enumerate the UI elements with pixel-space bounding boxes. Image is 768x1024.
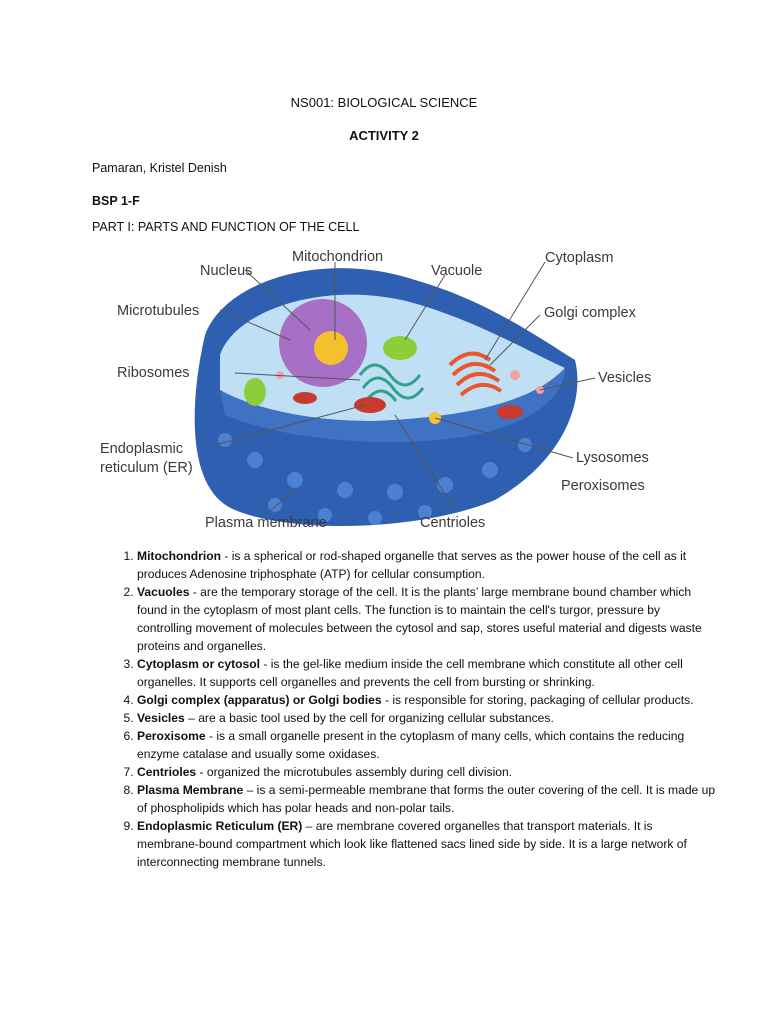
list-item (137, 547, 717, 583)
label-microtubules: Microtubules (117, 303, 200, 319)
item-text: - organized the microtubules assembly during cell division. (196, 765, 513, 779)
item-term: Cytoplasm or cytosol (137, 657, 260, 671)
item-term: Vacuoles (137, 585, 190, 599)
item-text: - is a spherical or rod-shaped organelle that serves as the power house of the cell as it produces Adenosine triphosphate (ATP) for cellular consumption. (137, 549, 687, 581)
item-text: - are the temporary storage of the cell. It is the plants’ large membrane bound chamber which found in the cytoplasm of most plant cells. The function is to maintain the cell's turgor, pressure by controlling movement of molecules between the cytosol and sap, stores useful material and digests waste proteins and organelles. (137, 585, 702, 653)
item-term: Peroxisome (137, 729, 206, 743)
student-name: Pamaran, Kristel Denish (92, 161, 227, 175)
label-peroxisomes: Peroxisomes (561, 478, 645, 494)
vacuole-shape (383, 336, 417, 360)
item-term: Mitochondrion (137, 549, 221, 563)
item-text: - is a small organelle present in the cytoplasm of many cells, which contains the reducing enzyme catalase and usually some oxidases. (137, 729, 685, 761)
label-golgi-complex: Golgi complex (544, 305, 636, 321)
label-lysosomes: Lysosomes (576, 450, 649, 466)
label-nucleus: Nucleus (200, 263, 253, 279)
item-term: Endoplasmic Reticulum (ER) (137, 819, 303, 833)
item-term: Centrioles (137, 765, 197, 779)
label-cytoplasm: Cytoplasm (545, 250, 614, 266)
label-ribosomes: Ribosomes (117, 365, 190, 381)
label-vesicles: Vesicles (598, 370, 652, 386)
label-mitochondrion: Mitochondrion (292, 249, 384, 265)
item-text: - is the gel-like medium inside the cell membrane which constitute all other cell organelles. It supports cell organelles and prevents the cell from bursting or shrinking. (137, 657, 683, 689)
list-item (137, 763, 717, 781)
organelle-function-list (109, 547, 717, 871)
item-text: – are a basic tool used by the cell for organizing cellular substances. (184, 711, 554, 725)
mitochondrion-shape-3 (293, 392, 317, 404)
list-item (137, 709, 717, 727)
list-item (137, 781, 717, 817)
animal-cell-diagram (95, 240, 675, 535)
item-term: Vesicles (137, 711, 185, 725)
course-title: NS001: BIOLOGICAL SCIENCE (290, 95, 478, 110)
list-item (137, 655, 717, 691)
item-text: - is responsible for storing, packaging of cellular products. (381, 693, 694, 707)
item-text: – is a semi-permeable membrane that forms the outer covering of the cell. It is made up of phospholipids which has polar heads and non-polar tails. (137, 783, 716, 815)
mitochondrion-shape (354, 397, 386, 413)
part-heading: PART I: PARTS AND FUNCTION OF THE CELL (92, 220, 360, 234)
activity-title: ACTIVITY 2 (349, 128, 419, 143)
vacuole-shape-small (244, 378, 266, 406)
cell-illustration (195, 268, 578, 526)
label-plasma-membrane: Plasma membrane (205, 515, 327, 531)
list-item (137, 691, 717, 709)
item-text: – are membrane covered organelles that transport materials. It is membrane-bound compartment which look like flattened sacs lined side by side. It is a large network of interconnecting membrane tunnels. (137, 819, 687, 869)
list-item (137, 583, 717, 655)
label-er-line1: Endoplasmic (100, 441, 184, 457)
item-term: Plasma Membrane (137, 783, 244, 797)
vesicle-shape (510, 370, 520, 380)
list-item (137, 817, 717, 871)
section-code: BSP 1-F (92, 194, 140, 208)
label-centrioles: Centrioles (420, 515, 486, 531)
nucleolus-shape (314, 331, 348, 365)
label-vacuole: Vacuole (431, 263, 483, 279)
label-er-line2: reticulum (ER) (100, 460, 193, 476)
item-term: Golgi complex (apparatus) or Golgi bodies (137, 693, 382, 707)
mitochondrion-shape-2 (497, 405, 523, 419)
list-item (137, 727, 717, 763)
